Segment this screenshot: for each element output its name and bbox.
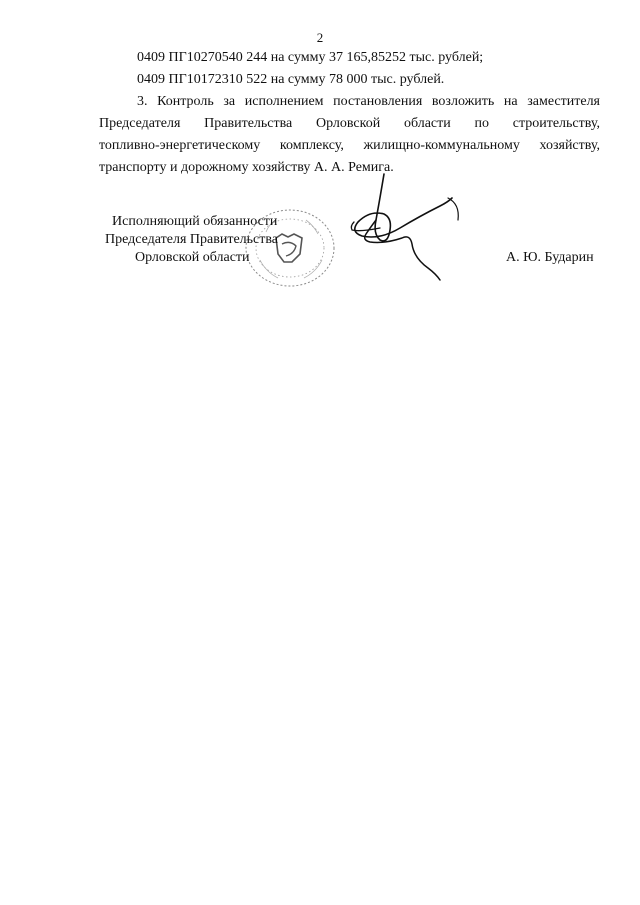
budget-line-1: 0409 ПГ10270540 244 на сумму 37 165,85252 тыс. рублей; [137, 50, 484, 65]
paragraph-3-line-2: Председателя Правительства Орловской области по строительству, [99, 116, 600, 131]
page-number: 2 [316, 30, 324, 45]
paragraph-3-line-4: транспорту и дорожному хозяйству А. А. Ремига. [99, 160, 394, 175]
handwritten-signature [340, 168, 480, 286]
paragraph-3-line-1: 3. Контроль за исполнением постановления возложить на заместителя [137, 94, 600, 109]
signatory-position-line-2: Председателя Правительства [105, 232, 279, 247]
signatory-position-line-3: Орловской области [135, 250, 250, 265]
signatory-name: А. Ю. Бударин [506, 250, 594, 265]
budget-line-2: 0409 ПГ10172310 522 на сумму 78 000 тыс. рублей. [137, 72, 445, 87]
signatory-position-line-1: Исполняющий обязанности [112, 214, 278, 229]
paragraph-3-line-3: топливно-энергетическому комплексу, жилищно-коммунальному хозяйству, [99, 138, 600, 153]
